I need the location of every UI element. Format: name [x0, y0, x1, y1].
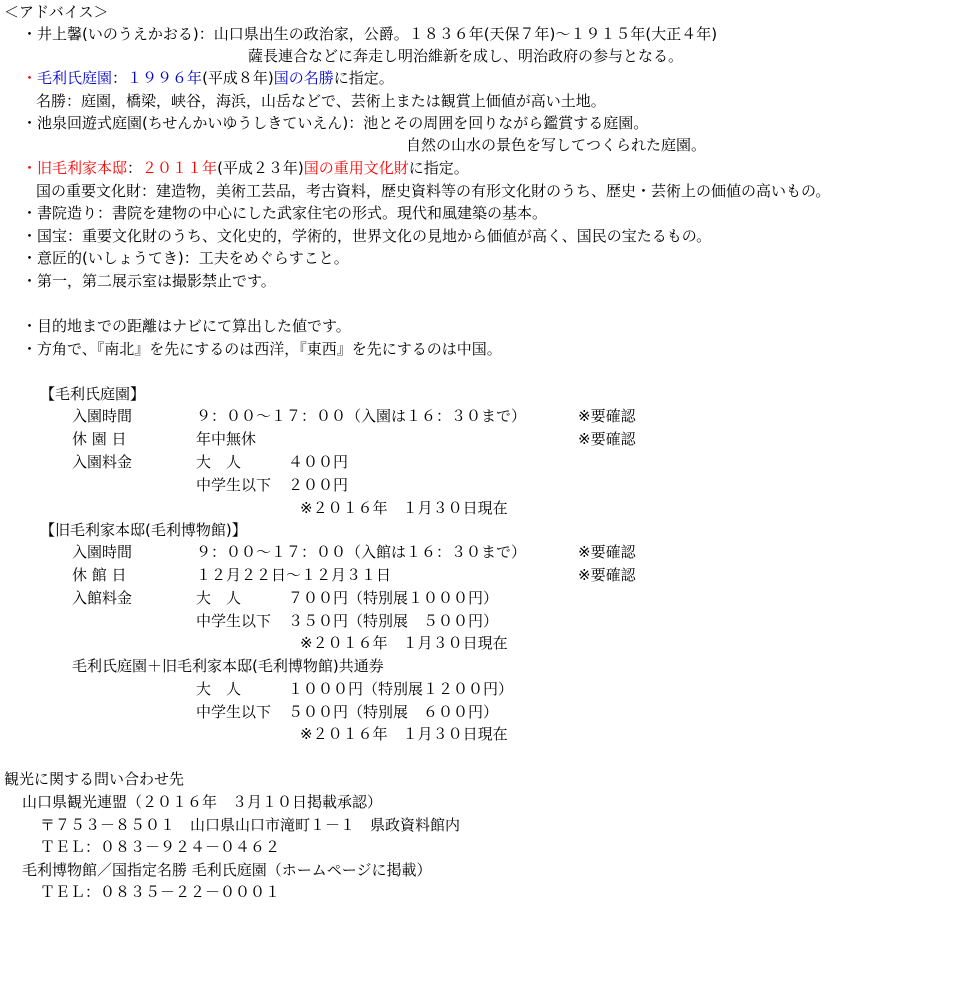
garden-hours-value: ９：００～１７：００（入園は１６：３０まで） — [196, 407, 527, 425]
contact-org1: 山口県観光連盟（２０１６年 ３月１０日掲載承認） — [22, 793, 383, 811]
garden-closed-value: 年中無休 — [196, 430, 257, 448]
combo-adult-label: 大 人 — [196, 680, 242, 698]
museum-closed-value: １２月２２日～１２月３１日 — [196, 566, 392, 584]
museum-adult-fee: ７００円（特別展１０００円） — [288, 589, 499, 607]
museum-child-fee: ３５０円（特別展 ５００円） — [288, 612, 499, 630]
garden-adult-label: 大 人 — [196, 453, 242, 471]
combo-child-label: 中学生以下 — [196, 703, 272, 721]
garden-hours-label: 入園時間 — [72, 407, 133, 425]
museum-fee-label: 入館料金 — [72, 589, 133, 607]
advice-chisen-line1: ・池泉回遊式庭園(ちせんかいゆうしきていえん)：池とその周囲を回りながら鑑賞する庭園。 — [22, 114, 649, 132]
colon: ： — [112, 69, 128, 87]
museum-closed-note: ※要確認 — [578, 566, 636, 584]
museum-title: 【旧毛利家本邸(毛利博物館)】 — [40, 521, 247, 539]
garden-hours-note: ※要確認 — [578, 407, 636, 425]
contact-title: 観光に関する問い合わせ先 — [4, 770, 185, 788]
advice-ishou: ・意匠的(いしょうてき)：工夫をめぐらすこと。 — [22, 249, 349, 267]
advice-mori-garden — [22, 67, 394, 89]
museum-hours-label: 入園時間 — [72, 543, 133, 561]
mori-house-year: ２０１１年 — [142, 159, 218, 177]
museum-adult-label: 大 人 — [196, 589, 242, 607]
garden-adult-fee: ４００円 — [288, 453, 349, 471]
advice-juyo: 国の重要文化財：建造物，美術工芸品，考古資料，歴史資料等の有形文化財のうち、歴史・芸術上の価値の高いもの。 — [36, 182, 831, 200]
mori-house-designation: 国の重用文化財 — [303, 159, 409, 177]
mori-garden-name: 毛利氏庭園 — [37, 69, 113, 87]
advice-chisen-line2: 自然の山水の景色を写してつくられた庭園。 — [406, 136, 707, 154]
combo-child-fee: ５００円（特別展 ６００円） — [288, 703, 499, 721]
advice-header: ＜アドバイス＞ — [4, 3, 109, 21]
advice-distance: ・目的地までの距離はナビにて算出した値です。 — [22, 317, 351, 335]
contact-tel2: ＴＥＬ：０８３５－２２－０００１ — [40, 883, 281, 901]
combo-as-of: ※２０１６年 １月３０日現在 — [300, 725, 508, 743]
garden-title: 【毛利氏庭園】 — [40, 385, 146, 403]
advice-direction: ・方角で、『南北』を先にするのは西洋，『東西』を先にするのは中国。 — [22, 340, 502, 358]
museum-hours-value: ９：００～１７：００（入館は１６：３０まで） — [196, 543, 527, 561]
garden-child-fee: ２００円 — [288, 476, 349, 494]
garden-closed-label: 休 園 日 — [72, 430, 127, 448]
bullet: ・ — [22, 159, 38, 177]
combo-title: 毛利氏庭園＋旧毛利家本邸(毛利博物館)共通券 — [72, 657, 384, 675]
bullet: ・ — [22, 69, 38, 87]
advice-inoue-line1: ・井上馨(いのうえかおる)：山口県出生の政治家，公爵。１８３６年(天保７年)～１９１５年(大正４年) — [22, 25, 718, 43]
mori-house-suffix: に指定。 — [408, 159, 469, 177]
garden-as-of: ※２０１６年 １月３０日現在 — [300, 499, 508, 517]
mori-garden-era: (平成８年) — [202, 69, 274, 87]
colon: ： — [127, 159, 143, 177]
museum-child-label: 中学生以下 — [196, 612, 272, 630]
mori-garden-year: １９９６年 — [127, 69, 203, 87]
advice-meisho: 名勝：庭園，橋梁，峡谷，海浜，山岳などで、芸術上または観賞上価値が高い土地。 — [36, 92, 606, 110]
museum-as-of: ※２０１６年 １月３０日現在 — [300, 634, 508, 652]
contact-addr1: 〒７５３－８５０１ 山口県山口市滝町１－１ 県政資料館内 — [40, 816, 461, 834]
garden-child-label: 中学生以下 — [196, 476, 272, 494]
advice-shoin: ・書院造り：書院を建物の中心にした武家住宅の形式。現代和風建築の基本。 — [22, 204, 548, 222]
advice-inoue-line2: 薩長連合などに奔走し明治維新を成し、明治政府の参与となる。 — [248, 47, 684, 65]
museum-closed-label: 休 館 日 — [72, 566, 127, 584]
contact-org2: 毛利博物館／国指定名勝 毛利氏庭園（ホームページに掲載） — [22, 861, 432, 879]
contact-tel1: ＴＥＬ：０８３－９２４－０４６２ — [40, 838, 281, 856]
advice-kokuho: ・国宝：重要文化財のうち、文化史的，学術的，世界文化の見地から価値が高く、国民の宝たるもの。 — [22, 227, 712, 245]
mori-house-name: 旧毛利家本邸 — [37, 159, 128, 177]
advice-photo: ・第一，第二展示室は撮影禁止です。 — [22, 272, 276, 290]
garden-fee-label: 入園料金 — [72, 453, 133, 471]
garden-closed-note: ※要確認 — [578, 430, 636, 448]
mori-house-era: (平成２３年) — [217, 159, 304, 177]
museum-hours-note: ※要確認 — [578, 543, 636, 561]
mori-garden-suffix: に指定。 — [333, 69, 394, 87]
advice-mori-house — [22, 157, 469, 179]
combo-adult-fee: １０００円（特別展１２００円） — [288, 680, 514, 698]
mori-garden-designation: 国の名勝 — [273, 69, 334, 87]
